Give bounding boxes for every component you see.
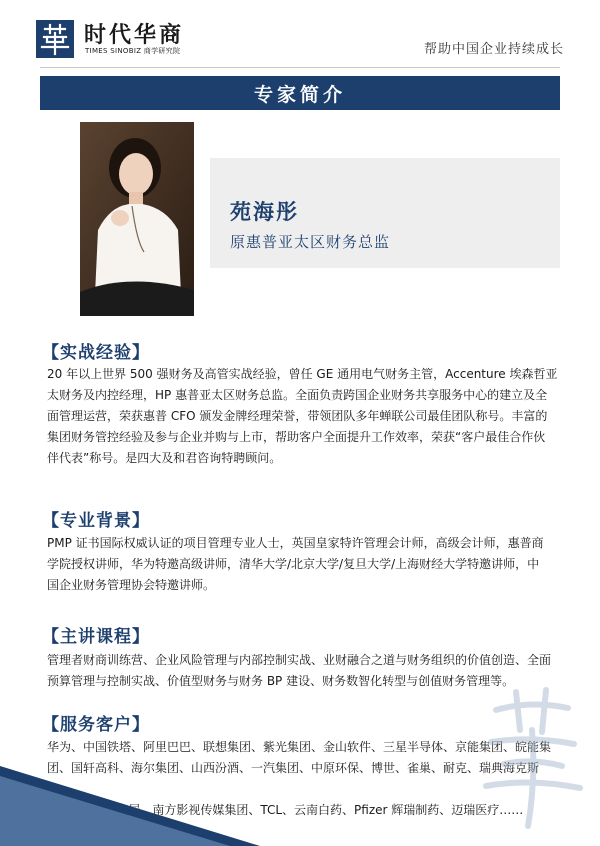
- text-line: 华为、中国铁塔、阿里巴巴、联想集团、紫光集团、金山软件、三星半导体、京能集团、皖能集: [47, 740, 552, 754]
- text-line: 学院授权讲师，华为特邀高级讲师，清华大学/北京大学/复旦大学/上海财经大学特邀讲师，中: [47, 557, 540, 571]
- text-line: 伴代表”称号。是四大及和君咨询特聘顾问。: [47, 451, 282, 465]
- hua-logo-icon: [36, 20, 74, 58]
- expert-role: 原惠普亚太区财务总监: [230, 233, 391, 251]
- text-line: 太财务及内控经理，HP 惠普亚太区财务总监。全面负责跨国企业财务共享服务中心的建立及全: [47, 388, 548, 402]
- brand-subtitle: TIMES SINOBIZ 商学研究院: [85, 47, 181, 55]
- section-heading-background: 【专业背景】: [42, 511, 150, 531]
- profile-panel: [210, 158, 560, 268]
- text-line: 20 年以上世界 500 强财务及高管实战经验，曾任 GE 通用电气财务主管，Accenture 埃森哲亚: [47, 367, 558, 381]
- expert-portrait: [80, 122, 194, 316]
- text-line: PMP 证书国际权威认证的项目管理专业人士，英国皇家特许管理会计师，高级会计师，惠普商: [47, 536, 544, 550]
- page-header: [0, 0, 600, 72]
- text-line: 面管理运营，荣获惠普 CFO 颁发金牌经理荣誉，带领团队多年蝉联公司最佳团队称号。丰富的: [47, 409, 548, 423]
- section-heading-experience: 【实战经验】: [42, 343, 150, 363]
- section-heading-clients: 【服务客户】: [42, 715, 150, 735]
- brand-name: 时代华商: [84, 23, 185, 48]
- text-line: 集团财务管控经验及参与企业并购与上市，帮助客户全面提升工作效率，荣获“客户最佳合作伙: [47, 430, 546, 444]
- text-line: 管理者财商训练营、企业风险管理与内部控制实战、业财融合之道与财务组织的价值创造、全面: [47, 653, 552, 667]
- page-title: 专家简介: [253, 83, 346, 106]
- page-title-bar: [40, 76, 560, 110]
- header-slogan: 帮助中国企业持续成长: [423, 42, 564, 57]
- text-line: 国企业财务管理协会特邀讲师。: [47, 578, 216, 592]
- text-line: 预算管理与控制实战、价值型财务与财务 BP 建设、财务数智化转型与创值财务管理等。: [47, 674, 515, 688]
- brush-watermark-icon: [476, 680, 586, 830]
- section-heading-courses: 【主讲课程】: [42, 627, 150, 647]
- expert-name: 苑海彤: [230, 200, 299, 224]
- section-body-experience: [47, 364, 559, 469]
- header-divider: [40, 67, 560, 68]
- text-line: OPPO、欧派家居、南方影视传媒集团、TCL、云南白药、Pfizer 辉瑞制药、迈瑞医疗……: [47, 803, 524, 817]
- text-line: 团、国轩高科、海尔集团、山西汾酒、一汽集团、中原环保、博世、雀巢、耐克、瑞典海克斯康、: [47, 761, 540, 796]
- section-body-background: [47, 533, 559, 596]
- corner-decoration-light: [0, 776, 230, 846]
